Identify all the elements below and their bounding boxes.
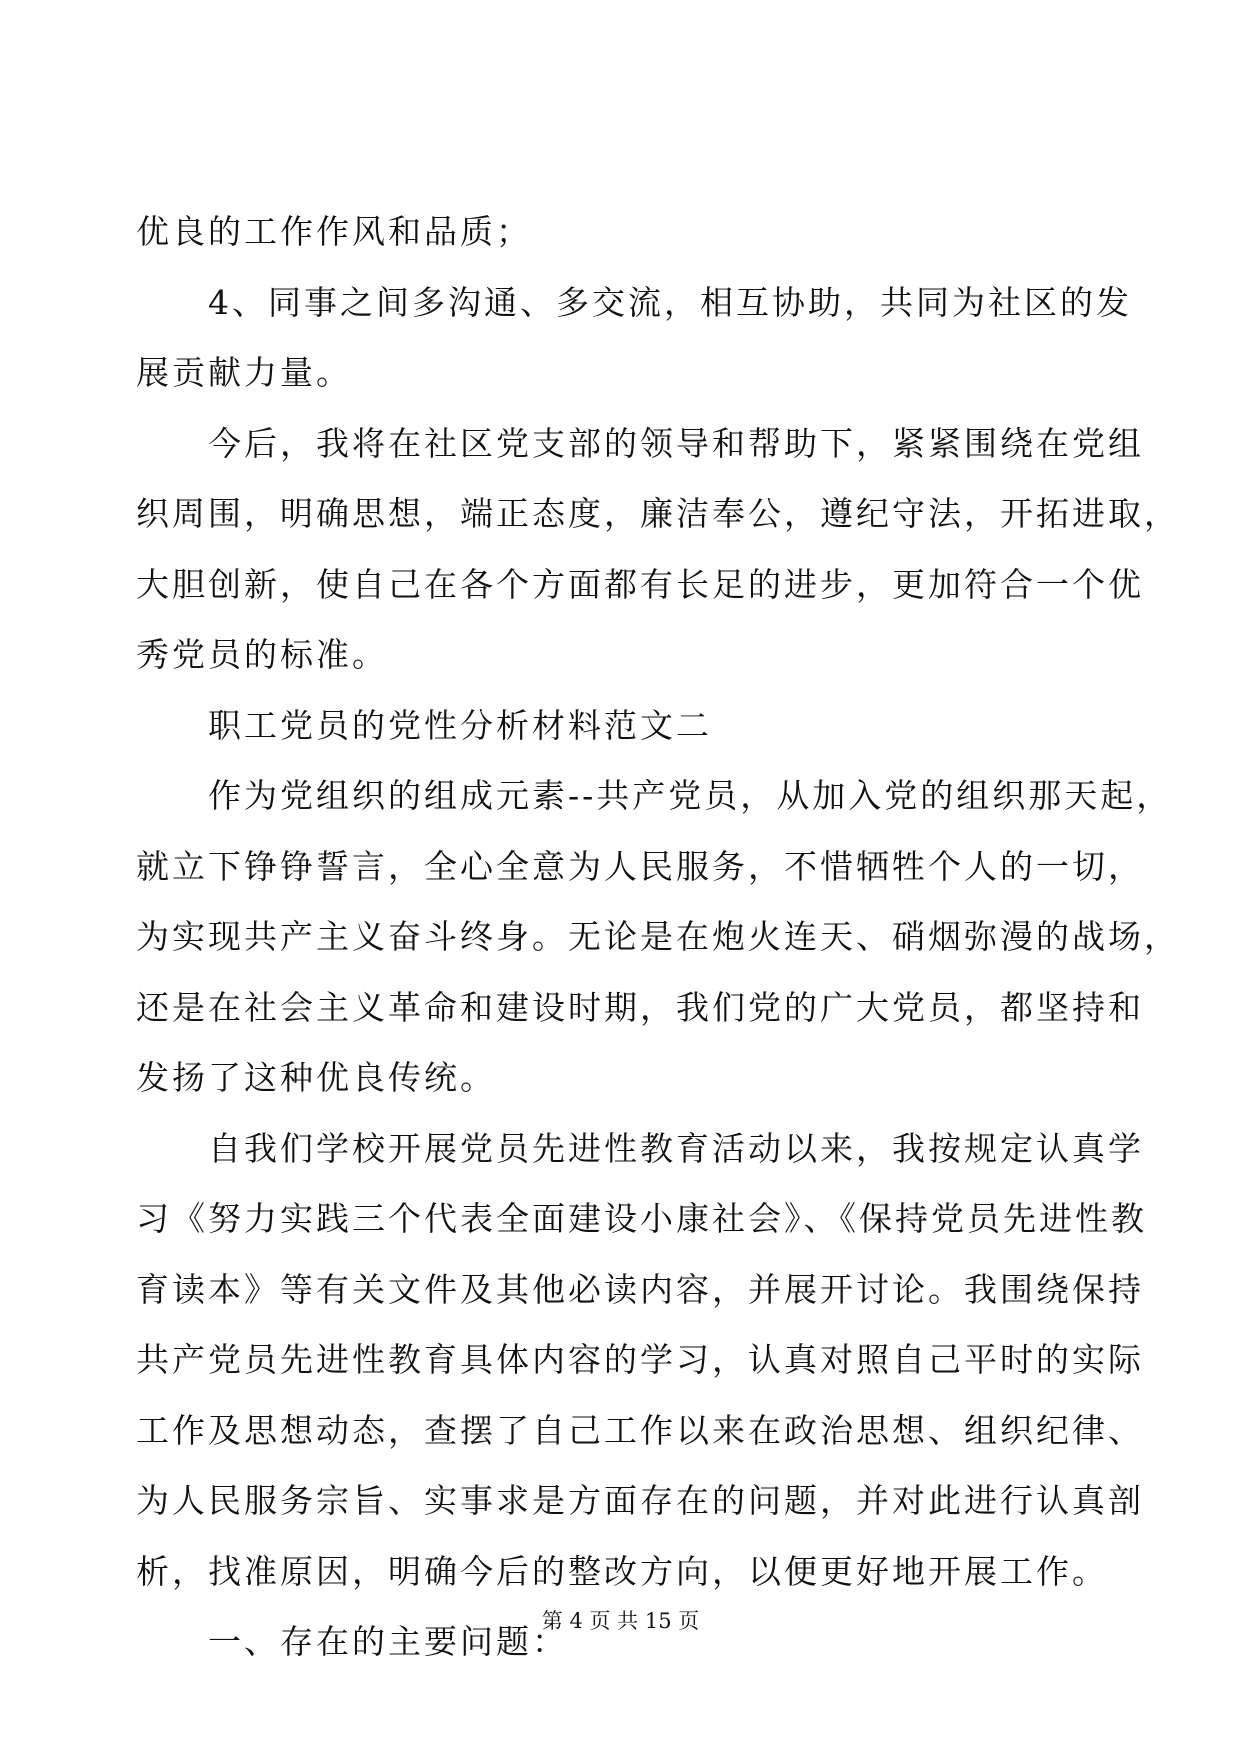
text-line: 为人民服务宗旨、实事求是方面存在的问题，并对此进行认真剖 [136,1481,1144,1520]
text-line: 秀党员的标准。 [136,635,388,674]
section-heading: 一、存在的主要问题： [136,1622,568,1661]
document-body [136,197,1180,1678]
text-line: 就立下铮铮誓言，全心全意为人民服务，不惜牺牲个人的一切， [136,846,1144,886]
text-line: 习《努力实践三个代表全面建设小康社会》、《保持党员先进性教 [136,1199,1147,1238]
text-line: 4、同事之间多沟通、多交流，相互协助，共同为社区的发 [136,282,1132,322]
text-line: 析，找准原因，明确今后的整改方向，以便更好地开展工作。 [136,1551,1108,1591]
text-line: 作为党组织的组成元素--共产党员，从加入党的组织那天起， [136,776,1173,815]
text-line: 还是在社会主义革命和建设时期，我们党的广大党员，都坚持和 [136,987,1144,1027]
text-line: 织周围，明确思想，端正态度，廉洁奉公，遵纪守法，开拓进取， [136,494,1180,533]
text-line: 工作及思想动态，查摆了自己工作以来在政治思想、组织纪律、 [136,1410,1144,1450]
text-line: 今后，我将在社区党支部的领导和帮助下，紧紧围绕在党组 [136,423,1144,463]
text-line: 自我们学校开展党员先进性教育活动以来，我按规定认真学 [136,1128,1144,1168]
text-line: 展贡献力量。 [136,353,352,392]
text-line: 优良的工作作风和品质； [136,212,532,251]
text-line: 为实现共产主义奋斗终身。无论是在炮火连天、硝烟弥漫的战场， [136,917,1180,956]
text-line: 发扬了这种优良传统。 [136,1058,496,1097]
page-footer [0,1606,1241,1636]
text-line: 育读本》等有关文件及其他必读内容，并展开讨论。我围绕保持 [136,1269,1144,1309]
section-title: 职工党员的党性分析材料范文二 [136,705,712,745]
text-line: 大胆创新，使自己在各个方面都有长足的进步，更加符合一个优 [136,564,1144,604]
page-number-label: 第 4 页 共 15 页 [541,1609,700,1633]
text-line: 共产党员先进性教育具体内容的学习，认真对照自己平时的实际 [136,1340,1144,1379]
